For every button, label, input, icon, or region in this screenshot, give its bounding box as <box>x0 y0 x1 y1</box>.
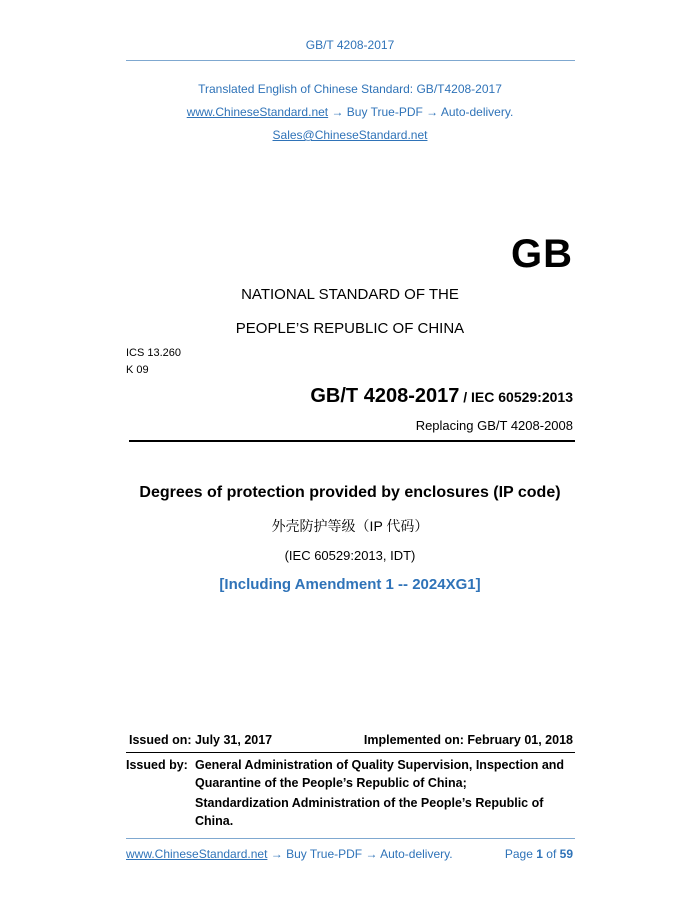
issuer-org2-line2: China. <box>195 814 234 828</box>
gb-mark: GB <box>511 232 573 276</box>
footer-divider <box>126 838 575 839</box>
buy-text: → Buy True-PDF → Auto-delivery. <box>328 105 514 119</box>
replacing-note: Replacing GB/T 4208-2008 <box>415 418 573 433</box>
translation-note: Translated English of Chinese Standard: GB/T4208-2017 <box>198 82 502 96</box>
standard-number-main: GB/T 4208-2017 <box>310 385 460 407</box>
site-link[interactable]: www.ChineseStandard.net <box>186 105 329 119</box>
page-label: Page <box>504 847 533 861</box>
footer-site-link[interactable]: www.ChineseStandard.net <box>126 847 268 861</box>
ccs-code: K 09 <box>126 364 149 376</box>
standard-equivalent: / IEC 60529:2013 <box>459 389 573 405</box>
footer-buy-text: → Buy True-PDF → Auto-delivery. <box>267 847 453 861</box>
page-indicator <box>505 847 573 861</box>
standard-number <box>310 385 573 408</box>
page-number: 1 <box>536 847 543 861</box>
dates-divider <box>126 752 575 753</box>
idt-note: (IEC 60529:2013, IDT) <box>284 548 416 563</box>
ics-code: ICS 13.260 <box>126 347 182 359</box>
issuer-org1-line1: General Administration of Quality Supervision, Inspection and <box>195 758 565 772</box>
header-divider <box>126 60 575 61</box>
email-link[interactable]: Sales@ChineseStandard.net <box>272 128 428 142</box>
issuer-org1-line2: Quarantine of the People’s Republic of China; <box>195 776 467 790</box>
amendment-note: [Including Amendment 1 -- 2024XG1] <box>219 576 481 593</box>
implemented-on-date: Implemented on: February 01, 2018 <box>363 733 573 747</box>
issued-by-label: Issued by: <box>126 758 188 772</box>
issuer-org2-line1: Standardization Administration of the People’s Republic of <box>195 796 544 810</box>
page-total: 59 <box>559 847 573 861</box>
title-divider <box>129 440 575 442</box>
document-title-cn: 外壳防护等级（IP 代码） <box>271 518 429 534</box>
footer-promo <box>126 847 453 861</box>
promo-line <box>0 105 700 119</box>
national-standard-line2: PEOPLE’S REPUBLIC OF CHINA <box>235 320 465 337</box>
of-label: of <box>546 847 557 861</box>
issued-on-date: Issued on: July 31, 2017 <box>129 733 273 747</box>
national-standard-line1: NATIONAL STANDARD OF THE <box>241 286 459 303</box>
document-title-en: Degrees of protection provided by enclosures (IP code) <box>139 484 561 501</box>
email-line <box>0 128 700 142</box>
running-header: GB/T 4208-2017 <box>305 38 395 52</box>
